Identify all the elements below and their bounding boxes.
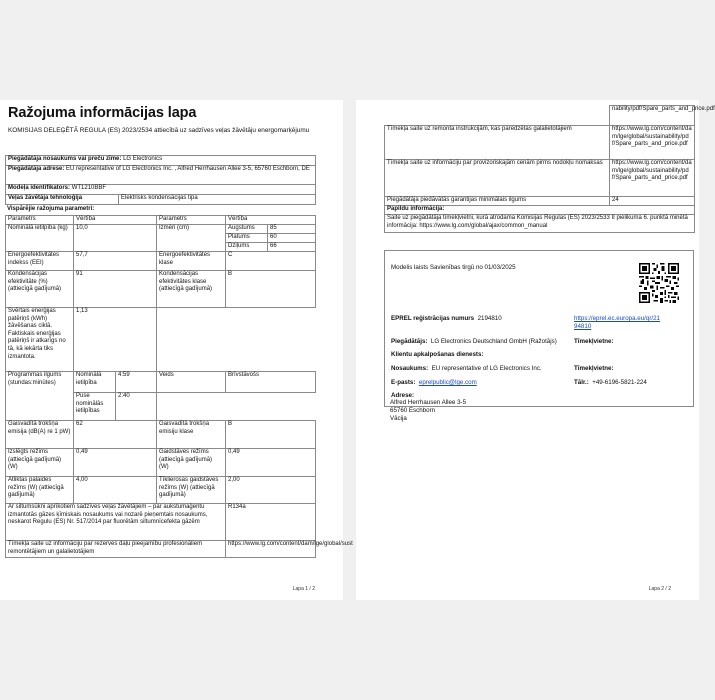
header-value: Vērtība (74, 216, 157, 225)
noise-class-value: B (226, 421, 316, 449)
eprel-label: EPREL reģistrācijas numurs (391, 315, 475, 322)
width-value: 60 (268, 234, 316, 243)
width-label: Platums (226, 234, 268, 243)
condensation-class-value: B (226, 271, 316, 308)
price-link[interactable]: https://www.lg.com/content/dam/lge/global/sustainability/pdf/Spare_parts_and_price.pdf (610, 160, 695, 197)
address-block (390, 399, 466, 423)
website-label-2: Tīmekļvietne: (574, 365, 614, 372)
depth-value: 66 (268, 243, 316, 252)
page-footer: Lapa 1 / 2 (292, 586, 315, 592)
regulation-text: KOMISIJAS DELEĢĒTĀ REGULA (ES) 2023/2534 attiecībā uz sadzīves veļas žāvētāju energomarķējumu (8, 127, 310, 134)
dims-label: Izmēri (cm) (157, 225, 226, 252)
eprel-number: 2194810 (477, 315, 502, 322)
eprel-link[interactable]: https://eprel.ec.europa.eu/qr/2194810 (574, 315, 660, 330)
energy-class-label: Energoefektivitātes klase (157, 252, 226, 271)
network-standby-value: 2,00 (226, 477, 316, 504)
program-duration-label: Programmas ilgums (stundas:minūtes) (6, 372, 74, 421)
customer-service-label: Klientu apkalpošanas dienests: (391, 351, 484, 358)
delay-start-label: Atliktas palaides režīms (W) (attiecīgā gadījumā) (6, 477, 74, 504)
height-label: Augstums (226, 225, 268, 234)
capacity-label: Nominālā ietilpība (kg) (6, 225, 74, 252)
repair-link[interactable]: https://www.lg.com/content/dam/lge/global/sustainability/pdf/Spare_parts_and_price.pdf (610, 126, 695, 160)
depth-label: Dziļums (226, 243, 268, 252)
qr-code-icon (639, 263, 679, 303)
warranty-value: 24 (610, 197, 695, 206)
tech-value: Elektrisks kondensācijas tipa (119, 195, 316, 205)
phone-value: +49-6196-5821-224 (592, 379, 647, 386)
header-param: Parametrs (6, 216, 74, 225)
refrigerant-value: R134a (226, 504, 316, 541)
general-params-label: Vispārējie ražojuma parametri: (7, 206, 95, 212)
standby-value: 0,49 (226, 449, 316, 477)
warranty-label: Piegādātāja piedāvātās garantijas minimālais ilgums (385, 197, 610, 206)
network-standby-label: Tīklierosas gaidstāves režīms (W) (attiecīgā gadījumā) (157, 477, 226, 504)
off-mode-value: 0,49 (74, 449, 157, 477)
noise-value: 62 (74, 421, 157, 449)
energy-consumption-label: Svērtais enerģijas patēriņš (kWh) žāvēšanas ciklā. Faktiskais enerģijas patēriņš ir atkarīgs no tā, kā iekārta tiks izmantota. (6, 308, 74, 372)
condensation-value: 91 (74, 271, 157, 308)
supplier-table (5, 155, 316, 205)
address-line-3: Vācija (390, 415, 407, 422)
eei-value: 57,7 (74, 252, 157, 271)
supplier-value-2: LG Electronics Deutschland GmbH (Ražotājs) (430, 338, 557, 345)
extra-info-label: Papildu informācija: (385, 206, 695, 215)
header-value-2: Vērtība (226, 216, 316, 225)
price-label: Tīmekļa saite uz informāciju par provizoriskajām cenām pirms nodokļu nomaksas (385, 160, 610, 197)
name-value: EU representative of LG Electronics Inc. (431, 365, 542, 372)
params-table (5, 215, 353, 558)
height-value: 85 (268, 225, 316, 234)
refrigerant-label: Ar siltumsūkni aprīkotiem sadzīves veļas žāvētājiem – par aukstumaģentu izmantotās gāzes ķīmiskais nosaukums vai nozarē pieņemtais nosaukums, neskarot Regulu (ES) Nr. 517/2014 par fluorētām siltumnīcefekta gāzēm (6, 504, 226, 541)
repair-label: Tīmekļa saite uz remonta instrukcijām, kas paredzētas galalietotājiem (385, 126, 610, 160)
name-label: Nosaukums: (391, 365, 429, 372)
standby-label: Gaidstāves režīms (attiecīgā gadījumā) (W) (157, 449, 226, 477)
spare-parts-link-cont[interactable]: nability/pdf/Spare_parts_and_price.pdf (610, 106, 695, 126)
noise-label: Gaisvadītā trokšņa emisija (dB(A) re 1 pW) (6, 421, 74, 449)
tech-label: Veļas žāvētāja tehnoloģija (6, 195, 119, 205)
spare-parts-label: Tīmekļa saite uz informāciju par rezerves daļu pieejamību profesionāliem remontētājiem un galalietotājiem (6, 541, 226, 558)
page-footer-2: Lapa 2 / 2 (648, 586, 671, 592)
email-link[interactable]: eprelpublic@lge.com (418, 379, 477, 386)
capacity-value: 10,0 (74, 225, 157, 252)
website-label: Tīmekļvietne: (574, 338, 614, 345)
supplier-value: LG Electronics (123, 156, 163, 162)
page-1 (0, 100, 353, 600)
address-line-2: 65760 Eschborn (390, 407, 436, 414)
model-value: WT1210BBF (71, 185, 107, 191)
off-mode-label: Izslēgts režīms (attiecīgā gadījumā) (W) (6, 449, 74, 477)
type-label: Veids (157, 372, 226, 393)
address-label: Piegādātāja adrese: (8, 166, 65, 172)
address-line-1: Alfred Herrhausen Allee 3-5 (390, 399, 467, 406)
energy-class-value: C (226, 252, 316, 271)
program-half-value: 2:40 (116, 393, 157, 421)
extra-info-text: Saite uz piegādātāja tīmekļvietni, kurā atrodama Komisijas Regulas (ES) 2023/2533 II pielikuma 6. punktā minētā informācija: https://www.lg.com/global/ajax/common_manual (385, 215, 695, 233)
type-value: Brīvstāvošs (226, 372, 316, 393)
condensation-label: Kondensācijas efektivitāte (%) (attiecīgā gadījumā) (6, 271, 74, 308)
address-value: EU representative of LG Electronics Inc. , Alfred Herrhausen Allee 3-5, 65760 Eschborn, DE (66, 166, 310, 172)
model-label: Modeļa identifikators: (8, 185, 71, 191)
header-param-2: Parametrs (157, 216, 226, 225)
spare-parts-link[interactable]: https://www.lg.com/content/dam/lge/global/sust (226, 541, 316, 558)
program-full-value: 4:59 (116, 372, 157, 393)
delay-start-value: 4,00 (74, 477, 157, 504)
program-full-label: Nominālā ietilpība (74, 372, 116, 393)
condensation-class-label: Kondensācijas efektivitātes klase (attiecīgā gadījumā) (157, 271, 226, 308)
links-table (384, 105, 715, 233)
eei-label: Energoefektivitātes indekss (EEI) (6, 252, 74, 271)
supplier-label: Piegādātāja nosaukums vai preču zīme: (8, 156, 122, 162)
page-title: Ražojuma informācijas lapa (8, 105, 197, 121)
email-label: E-pasts: (391, 379, 416, 386)
noise-class-label: Gaisvadītā trokšņa emisiju klase (157, 421, 226, 449)
energy-consumption-value: 1,13 (74, 308, 157, 372)
page-2 (356, 100, 715, 600)
market-date: Modelis laists Savienības tirgū no 01/03/2025 (391, 264, 516, 271)
supplier-label-2: Piegādātājs: (391, 338, 428, 345)
program-half-label: Puse nominālās ietilpības (74, 393, 116, 421)
address-label-2: Adrese: (391, 392, 415, 399)
phone-label: Tālr.: (574, 379, 589, 386)
